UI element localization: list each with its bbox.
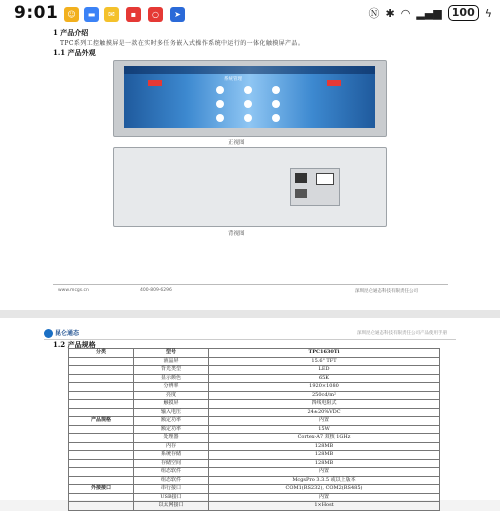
cell-value: Cortex-A7 双核 1GHz xyxy=(209,434,440,443)
cell-cat xyxy=(69,442,134,451)
status-right-icons xyxy=(369,5,492,21)
table-row xyxy=(69,425,440,434)
cell-name: 组态软件 xyxy=(134,476,209,485)
table-row xyxy=(69,383,440,392)
cell-cat xyxy=(69,357,134,366)
notification-icon-3: ✉ xyxy=(104,7,119,22)
clock: 9:01 xyxy=(14,3,59,23)
header-cat: 分类 xyxy=(69,349,134,358)
hmi-top-bar xyxy=(124,66,375,74)
cell-name: 内存 xyxy=(134,442,209,451)
subsection-title: 1.2 产品规格 xyxy=(53,340,96,349)
notification-icon-2: ▬ xyxy=(84,7,99,22)
rear-view-image xyxy=(113,147,387,227)
notification-icon-4: ▪ xyxy=(126,7,141,22)
cell-cat xyxy=(69,459,134,468)
hmi-red-indicator xyxy=(148,80,162,86)
table-row xyxy=(69,374,440,383)
cell-value: McgsPro 3.3.5 或以上版本 xyxy=(209,476,440,485)
cell-value: 24±20%VDC xyxy=(209,408,440,417)
header-model-label: 型号 xyxy=(134,349,209,358)
cell-value: 65K xyxy=(209,374,440,383)
hmi-app-icon xyxy=(216,86,224,94)
cell-cat xyxy=(69,400,134,409)
cell-value: LED xyxy=(209,366,440,375)
cell-name: 串行接口 xyxy=(134,485,209,494)
hmi-app-icon xyxy=(244,114,252,122)
cell-cat xyxy=(69,434,134,443)
cell-name: 显示颜色 xyxy=(134,374,209,383)
subsection-title: 1.1 产品外观 xyxy=(53,48,96,57)
footer-right: 深圳昆仑通态科技有限责任公司 xyxy=(355,289,418,294)
table-row xyxy=(69,485,440,494)
header-rule xyxy=(44,339,456,340)
footer-left: www.mcgs.cn xyxy=(58,288,89,293)
cell-value: 15.6" TFT xyxy=(209,357,440,366)
notification-icon-6: ➤ xyxy=(170,7,185,22)
table-row xyxy=(69,417,440,426)
cell-value: 四线电阻式 xyxy=(209,400,440,409)
usb-port xyxy=(295,173,307,183)
cell-value: 128MB xyxy=(209,451,440,460)
cell-name: 分辨率 xyxy=(134,383,209,392)
cell-value: 内置 xyxy=(209,493,440,502)
table-row xyxy=(69,468,440,477)
table-row xyxy=(69,400,440,409)
cell-cat xyxy=(69,383,134,392)
table-row xyxy=(69,451,440,460)
battery-icon: 100 xyxy=(448,5,479,21)
cell-cat xyxy=(69,425,134,434)
cell-value: COM1(RS232), COM2(RS485) xyxy=(209,485,440,494)
cell-cat xyxy=(69,476,134,485)
notification-icon-1: ☺ xyxy=(64,7,79,22)
cell-name: 处理器 xyxy=(134,434,209,443)
front-view-image xyxy=(113,60,387,137)
signal-icon: ▂▄▆ xyxy=(416,6,442,20)
cell-name: 存储空间 xyxy=(134,459,209,468)
hmi-app-icon xyxy=(216,100,224,108)
cell-name: 组态软件 xyxy=(134,468,209,477)
status-bar xyxy=(0,0,500,28)
cell-name: 液晶屏 xyxy=(134,357,209,366)
serial-port xyxy=(316,173,334,185)
footer-mid: 400-809-6296 xyxy=(140,288,172,293)
table-row xyxy=(69,357,440,366)
cell-value: 1920×1080 xyxy=(209,383,440,392)
ethernet-port xyxy=(295,189,307,198)
document-page-1 xyxy=(0,28,500,310)
cell-cat xyxy=(69,391,134,400)
cell-value: 128MB xyxy=(209,459,440,468)
table-row xyxy=(69,408,440,417)
cell-name: 背光类型 xyxy=(134,366,209,375)
table-row xyxy=(69,366,440,375)
footer-rule xyxy=(53,284,448,285)
hmi-app-icon xyxy=(244,86,252,94)
cell-name: 额定功率 xyxy=(134,425,209,434)
cell-name: 额定功率 xyxy=(134,417,209,426)
cell-cat: 外接接口 xyxy=(69,485,134,494)
table-row xyxy=(69,502,440,511)
cell-name: 以太网接口 xyxy=(134,502,209,511)
table-row xyxy=(69,459,440,468)
bluetooth-icon: ✱ xyxy=(385,6,395,20)
wifi-icon: ◠ xyxy=(400,6,411,20)
logo-icon xyxy=(44,329,53,338)
page-header-text: 深圳昆仑通态科技有限责任公司产品使用手册 xyxy=(357,331,447,336)
cell-value: 1×Host xyxy=(209,502,440,511)
cell-name: 触摸屏 xyxy=(134,400,209,409)
hmi-app-icon xyxy=(272,86,280,94)
section-title: 1 产品介绍 xyxy=(53,28,89,37)
spec-table xyxy=(68,348,440,511)
cell-name: 亮度 xyxy=(134,391,209,400)
cell-value: 15W xyxy=(209,425,440,434)
hmi-app-icon xyxy=(244,100,252,108)
hmi-app-icon xyxy=(272,100,280,108)
cell-cat xyxy=(69,451,134,460)
rear-connector-panel xyxy=(290,168,340,206)
page-gap xyxy=(0,310,500,318)
rear-caption: 背视图 xyxy=(228,231,245,237)
cell-name: 输入电压 xyxy=(134,408,209,417)
cell-cat: 产品规格 xyxy=(69,417,134,426)
cell-cat xyxy=(69,374,134,383)
cell-cat xyxy=(69,493,134,502)
cell-name: USB接口 xyxy=(134,493,209,502)
hmi-app-icon xyxy=(216,114,224,122)
hmi-screen xyxy=(124,66,375,128)
table-row xyxy=(69,493,440,502)
hmi-app-icon xyxy=(272,114,280,122)
table-row xyxy=(69,391,440,400)
nfc-icon: Ⓝ xyxy=(368,7,380,20)
cell-cat xyxy=(69,502,134,511)
intro-paragraph: TPC系列工控触摸屏是一款在实时多任务嵌入式操作系统中运行的一体化触摸屏产品。 xyxy=(60,40,305,47)
header-model-value: TPC1630Ti xyxy=(209,349,440,358)
hmi-red-indicator xyxy=(327,80,341,86)
cell-value: 250cd/m² xyxy=(209,391,440,400)
table-header-row xyxy=(69,349,440,358)
document-page-2 xyxy=(0,318,500,509)
cell-value: 内置 xyxy=(209,417,440,426)
cell-value: 128MB xyxy=(209,442,440,451)
table-row xyxy=(69,442,440,451)
table-row xyxy=(69,434,440,443)
notification-icon-5: ○ xyxy=(148,7,163,22)
company-logo xyxy=(44,328,79,338)
logo-text: 昆仑通态 xyxy=(55,330,80,337)
cell-cat xyxy=(69,408,134,417)
cell-cat xyxy=(69,468,134,477)
cell-name: 系统存储 xyxy=(134,451,209,460)
cell-value: 内置 xyxy=(209,468,440,477)
table-row xyxy=(69,476,440,485)
front-caption: 正视图 xyxy=(228,140,245,146)
charging-icon: ϟ xyxy=(484,6,492,20)
cell-cat xyxy=(69,366,134,375)
hmi-screen-title: 系统管理 xyxy=(224,77,242,82)
